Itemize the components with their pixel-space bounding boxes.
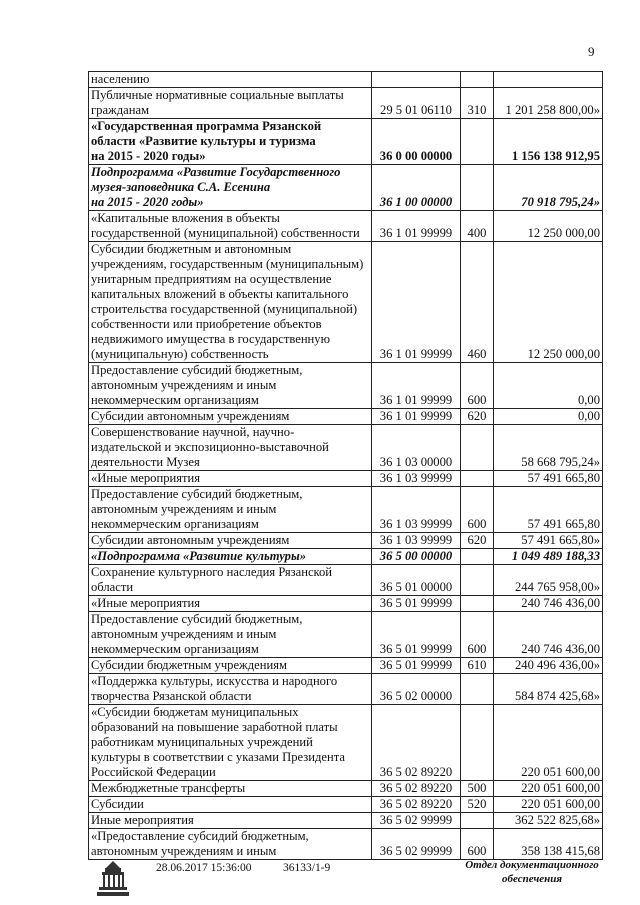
row-sum-cell: 12 250 000,00 xyxy=(494,242,603,363)
row-sum-cell: 1 156 138 912,95 xyxy=(494,119,603,165)
row-code-cell: 36 1 01 99999 xyxy=(372,211,461,242)
row-kind-cell xyxy=(461,565,494,596)
table-row xyxy=(89,88,603,119)
table-row xyxy=(89,533,603,549)
row-name-cell: Субсидии xyxy=(89,797,372,813)
table-row xyxy=(89,596,603,612)
row-code-cell: 36 5 01 00000 xyxy=(372,565,461,596)
department-stamp: Отдел документационного обеспечения xyxy=(465,859,599,885)
row-name-cell: Субсидии бюджетным и автономным учреждениям, государственным (муниципальным) унитарным предприятиям на осуществление капитальных вложений в объекты капитального строительства государственной (муниципальной) собственности или приобретение объектов недвижимого имущества в государственную (муниципальную) собственность xyxy=(89,242,372,363)
table-row xyxy=(89,211,603,242)
row-kind-cell xyxy=(461,705,494,781)
row-name-cell: Предоставление субсидий бюджетным, автономным учреждениям и иным некоммерческим организациям xyxy=(89,612,372,658)
row-code-cell: 36 1 00 00000 xyxy=(372,165,461,211)
row-kind-cell: 310 xyxy=(461,88,494,119)
row-kind-cell: 400 xyxy=(461,211,494,242)
row-name-cell: Публичные нормативные социальные выплаты гражданам xyxy=(89,88,372,119)
row-code-cell: 36 1 03 00000 xyxy=(372,425,461,471)
row-kind-cell xyxy=(461,813,494,829)
row-sum-cell: 584 874 425,68» xyxy=(494,674,603,705)
row-sum-cell: 362 522 825,68» xyxy=(494,813,603,829)
timestamp: 28.06.2017 15:36:00 xyxy=(156,862,252,874)
row-code-cell: 36 1 03 99999 xyxy=(372,471,461,487)
row-sum-cell: 220 051 600,00 xyxy=(494,781,603,797)
table-row xyxy=(89,705,603,781)
row-sum-cell: 58 668 795,24» xyxy=(494,425,603,471)
row-sum-cell: 244 765 958,00» xyxy=(494,565,603,596)
row-code-cell: 36 5 01 99999 xyxy=(372,596,461,612)
row-kind-cell: 620 xyxy=(461,533,494,549)
row-kind-cell xyxy=(461,425,494,471)
row-sum-cell: 220 051 600,00 xyxy=(494,797,603,813)
row-code-cell: 36 1 03 99999 xyxy=(372,533,461,549)
table-row xyxy=(89,425,603,471)
row-kind-cell: 620 xyxy=(461,409,494,425)
duma-seal-icon xyxy=(92,858,134,898)
row-code-cell: 36 5 02 99999 xyxy=(372,829,461,860)
row-code-cell: 36 5 01 99999 xyxy=(372,612,461,658)
row-code-cell: 36 1 01 99999 xyxy=(372,242,461,363)
row-name-cell: «Поддержка культуры, искусства и народного творчества Рязанской области xyxy=(89,674,372,705)
row-code-cell: 36 5 02 89220 xyxy=(372,705,461,781)
table-row xyxy=(89,565,603,596)
row-name-cell: Иные мероприятия xyxy=(89,813,372,829)
row-code-cell: 36 1 01 99999 xyxy=(372,409,461,425)
table-row xyxy=(89,487,603,533)
row-code-cell: 36 5 02 89220 xyxy=(372,781,461,797)
table-row xyxy=(89,242,603,363)
table-row xyxy=(89,658,603,674)
row-code-cell: 36 5 02 89220 xyxy=(372,797,461,813)
row-sum-cell: 240 746 436,00 xyxy=(494,612,603,658)
row-name-cell: «Иные мероприятия xyxy=(89,596,372,612)
row-name-cell: Субсидии бюджетным учреждениям xyxy=(89,658,372,674)
page-number: 9 xyxy=(588,44,595,59)
row-kind-cell xyxy=(461,674,494,705)
row-sum-cell: 240 746 436,00 xyxy=(494,596,603,612)
table-row xyxy=(89,674,603,705)
row-name-cell: Субсидии автономным учреждениям xyxy=(89,533,372,549)
row-kind-cell xyxy=(461,72,494,88)
table-row xyxy=(89,72,603,88)
row-kind-cell xyxy=(461,471,494,487)
row-code-cell: 36 5 01 99999 xyxy=(372,658,461,674)
row-kind-cell: 520 xyxy=(461,797,494,813)
row-name-cell: Субсидии автономным учреждениям xyxy=(89,409,372,425)
row-name-cell: «Предоставление субсидий бюджетным, автономным учреждениям и иным xyxy=(89,829,372,860)
row-name-cell: Межбюджетные трансферты xyxy=(89,781,372,797)
row-kind-cell xyxy=(461,119,494,165)
row-sum-cell: 240 496 436,00» xyxy=(494,658,603,674)
row-name-cell: «Государственная программа Рязанской области «Развитие культуры и туризма на 2015 - 2020 годы» xyxy=(89,119,372,165)
row-sum-cell: 57 491 665,80 xyxy=(494,471,603,487)
row-sum-cell: 57 491 665,80 xyxy=(494,487,603,533)
row-sum-cell: 1 049 489 188,33 xyxy=(494,549,603,565)
table-row xyxy=(89,813,603,829)
row-sum-cell: 12 250 000,00 xyxy=(494,211,603,242)
budget-table xyxy=(88,71,603,860)
row-name-cell: «Подпрограмма «Развитие культуры» xyxy=(89,549,372,565)
row-sum-cell: 70 918 795,24» xyxy=(494,165,603,211)
row-name-cell: «Капитальные вложения в объекты государственной (муниципальной) собственности xyxy=(89,211,372,242)
table-row xyxy=(89,797,603,813)
row-kind-cell: 460 xyxy=(461,242,494,363)
row-kind-cell: 600 xyxy=(461,487,494,533)
row-sum-cell: 57 491 665,80» xyxy=(494,533,603,549)
table-row xyxy=(89,471,603,487)
row-sum-cell xyxy=(494,72,603,88)
row-kind-cell xyxy=(461,165,494,211)
row-code-cell: 36 0 00 00000 xyxy=(372,119,461,165)
row-code-cell: 36 1 03 99999 xyxy=(372,487,461,533)
document-code: 36133/1-9 xyxy=(283,862,331,874)
row-kind-cell: 610 xyxy=(461,658,494,674)
row-kind-cell: 600 xyxy=(461,612,494,658)
budget-table-body xyxy=(89,72,603,860)
row-kind-cell: 500 xyxy=(461,781,494,797)
table-row xyxy=(89,165,603,211)
row-name-cell: населению xyxy=(89,72,372,88)
row-code-cell: 36 1 01 99999 xyxy=(372,363,461,409)
row-name-cell: Подпрограмма «Развитие Государственного музея-заповедника С.А. Есенина на 2015 - 2020 годы» xyxy=(89,165,372,211)
row-kind-cell: 600 xyxy=(461,829,494,860)
row-name-cell: Сохранение культурного наследия Рязанской области xyxy=(89,565,372,596)
row-sum-cell: 0,00 xyxy=(494,363,603,409)
row-name-cell: «Субсидии бюджетам муниципальных образований на повышение заработной платы работникам муниципальных учреждений культуры в соответствии с указами Президента Российской Федерации xyxy=(89,705,372,781)
row-code-cell: 36 5 02 99999 xyxy=(372,813,461,829)
row-sum-cell: 358 138 415,68 xyxy=(494,829,603,860)
row-name-cell: Предоставление субсидий бюджетным, автономным учреждениям и иным некоммерческим организациям xyxy=(89,363,372,409)
row-code-cell: 29 5 01 06110 xyxy=(372,88,461,119)
table-row xyxy=(89,409,603,425)
row-name-cell: Совершенствование научной, научно- издательской и экспозиционно-выставочной деятельности Музея xyxy=(89,425,372,471)
row-sum-cell: 0,00 xyxy=(494,409,603,425)
row-kind-cell xyxy=(461,596,494,612)
row-kind-cell xyxy=(461,549,494,565)
row-sum-cell: 1 201 258 800,00» xyxy=(494,88,603,119)
table-row xyxy=(89,549,603,565)
table-row xyxy=(89,363,603,409)
row-code-cell: 36 5 00 00000 xyxy=(372,549,461,565)
row-kind-cell: 600 xyxy=(461,363,494,409)
table-row xyxy=(89,119,603,165)
table-row xyxy=(89,612,603,658)
row-name-cell: Предоставление субсидий бюджетным, автономным учреждениям и иным некоммерческим организациям xyxy=(89,487,372,533)
row-code-cell: 36 5 02 00000 xyxy=(372,674,461,705)
table-row xyxy=(89,829,603,860)
row-code-cell xyxy=(372,72,461,88)
table-row xyxy=(89,781,603,797)
row-sum-cell: 220 051 600,00 xyxy=(494,705,603,781)
row-name-cell: «Иные мероприятия xyxy=(89,471,372,487)
